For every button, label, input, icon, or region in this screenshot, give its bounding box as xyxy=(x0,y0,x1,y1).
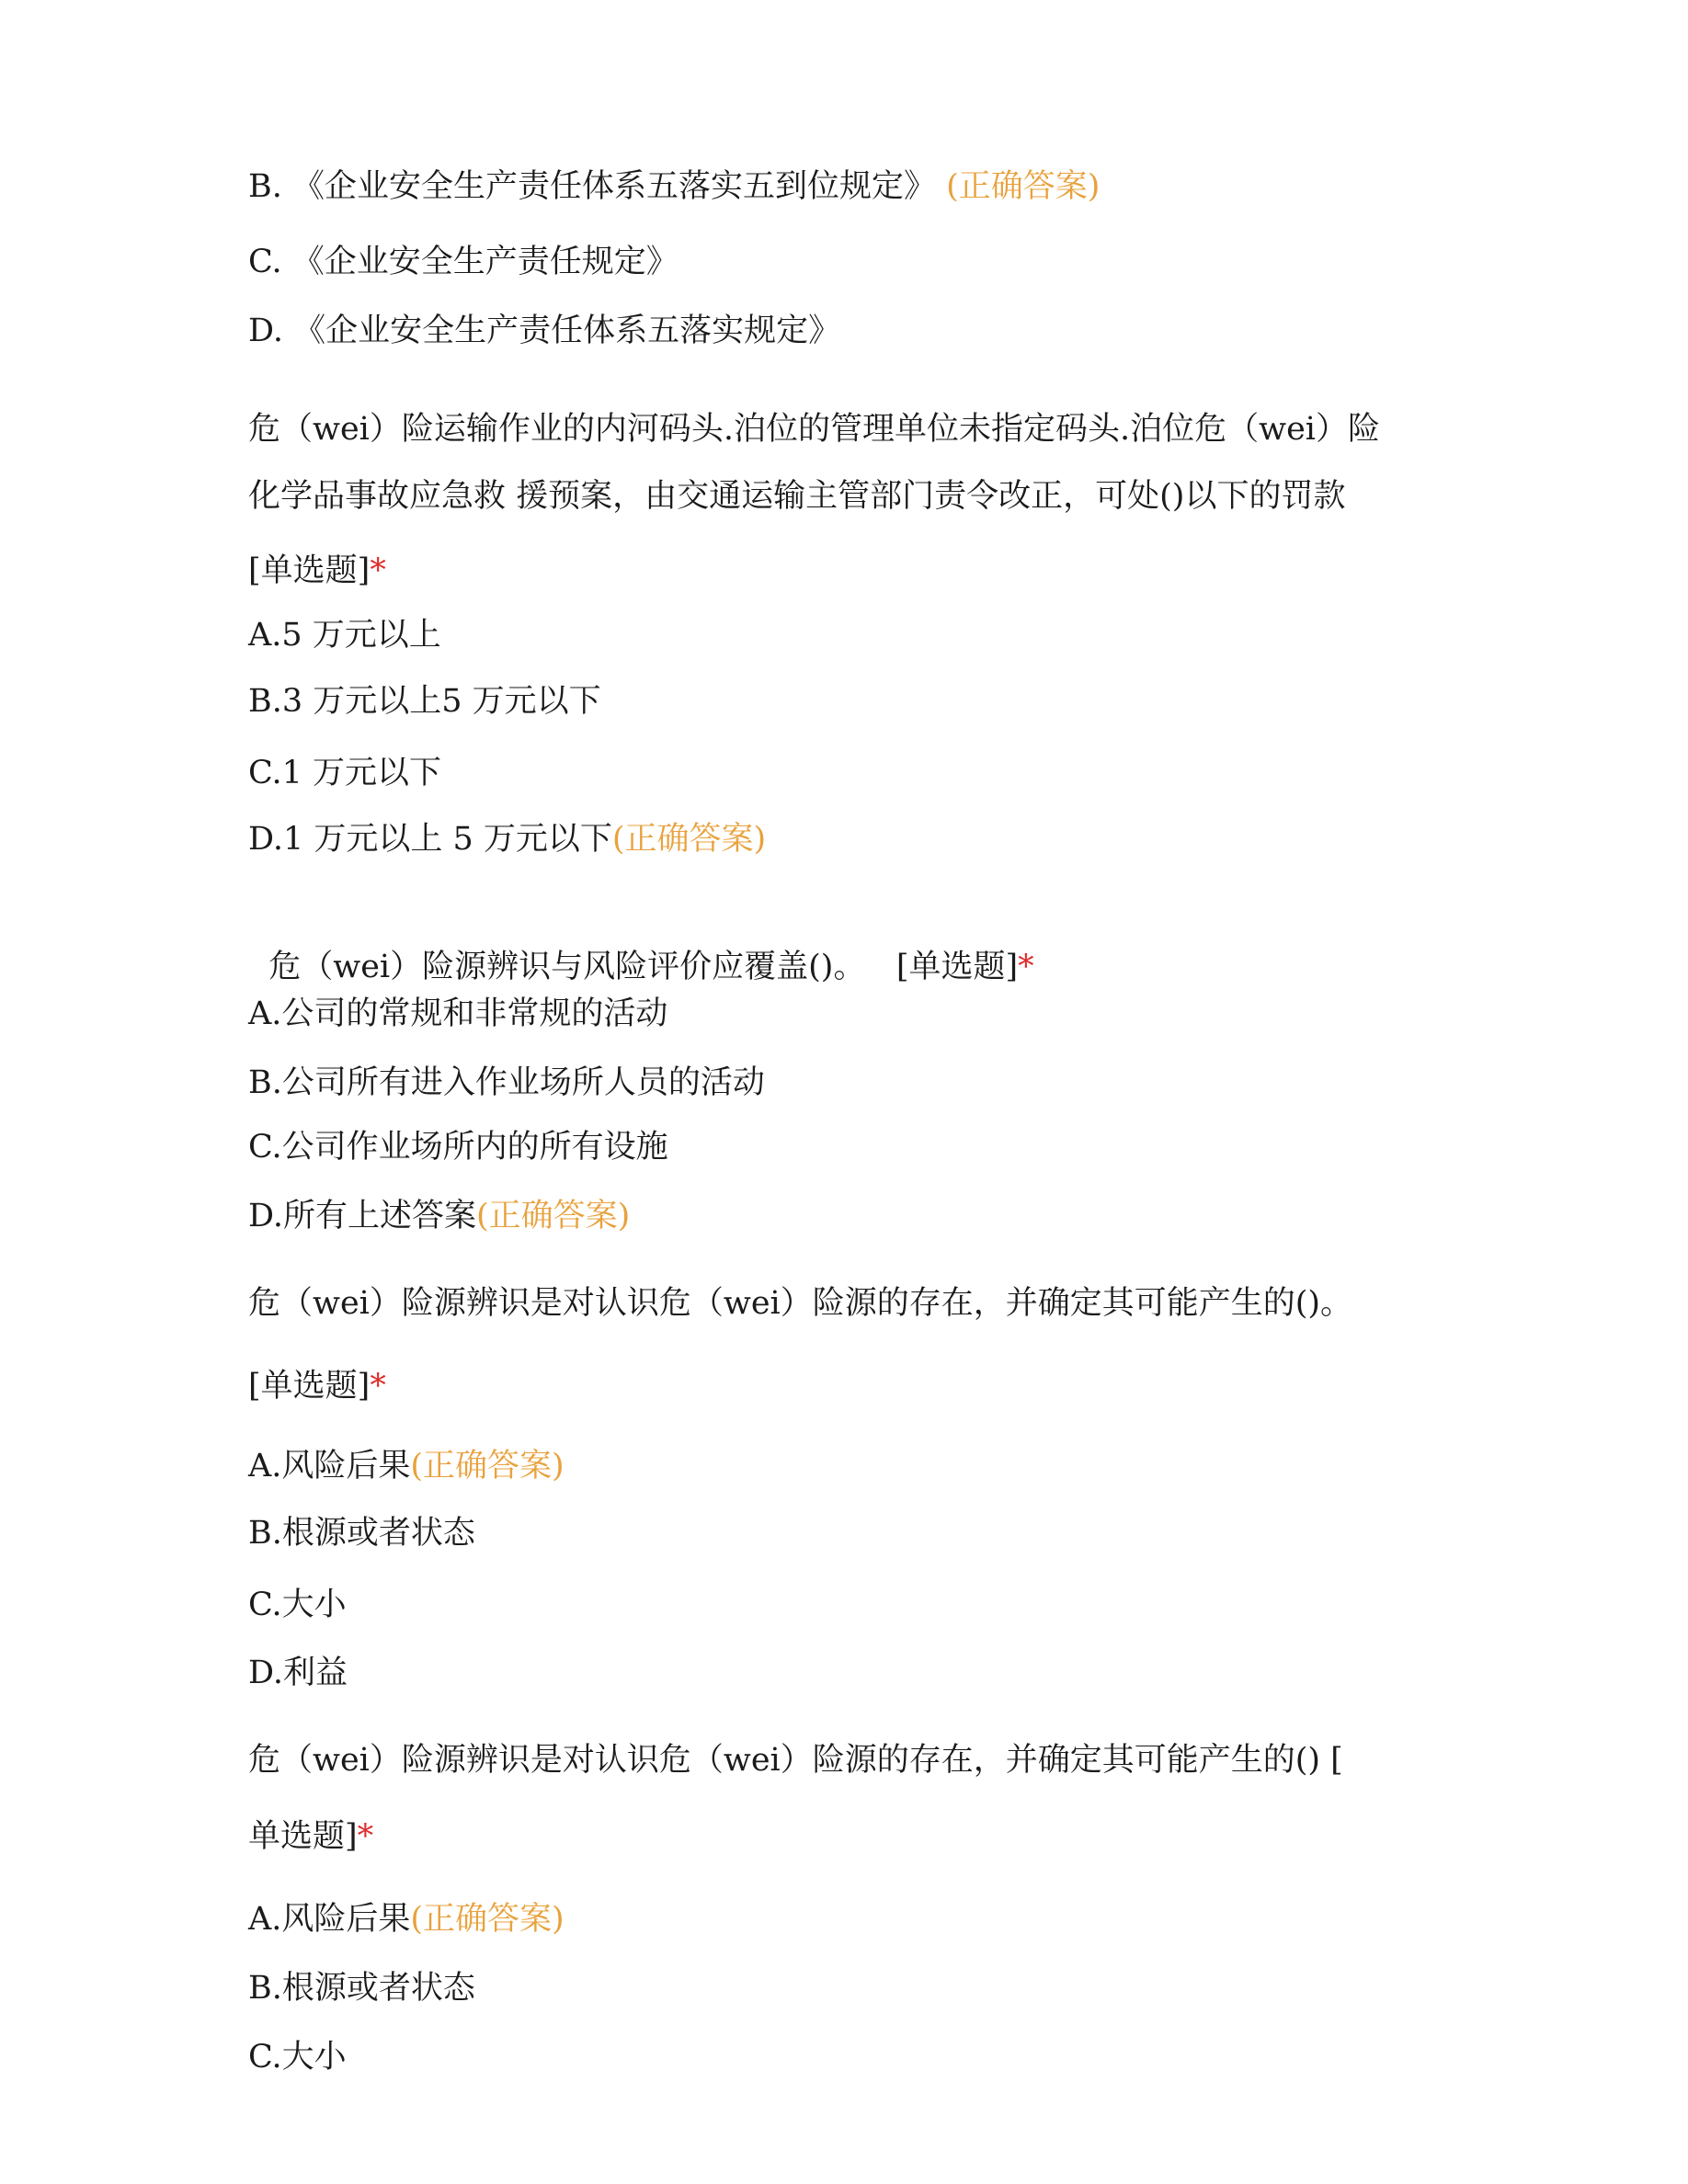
correct-answer-tag: (正确答案) xyxy=(410,1901,565,1938)
q3-option-a: A.风险后果(正确答案) xyxy=(248,1448,565,1484)
q4-stem-line1: 危（wei）险源辨识是对认识危（wei）险源的存在，并确定其可能产生的() [ xyxy=(248,1742,1343,1779)
q3-option-d: D.利益 xyxy=(248,1655,348,1691)
required-mark: * xyxy=(357,1818,374,1855)
q1-stem-line2: 化学品事故应急救 援预案，由交通运输主管部门责令改正，可处()以下的罚款 xyxy=(248,478,1346,515)
correct-answer-tag: (正确答案) xyxy=(946,168,1101,205)
option-text: C. 《企业安全生产责任规定》 xyxy=(248,244,679,280)
correct-answer-tag: (正确答案) xyxy=(410,1448,565,1484)
q1-option-c: C.1 万元以下 xyxy=(248,755,442,791)
correct-answer-tag: (正确答案) xyxy=(475,1198,631,1234)
q0-option-c xyxy=(248,241,679,283)
q2-option-c: C.公司作业场所内的所有设施 xyxy=(248,1129,668,1166)
q2-option-a: A.公司的常规和非常规的活动 xyxy=(248,995,668,1032)
q4-option-b: B.根源或者状态 xyxy=(248,1970,475,2007)
q4-option-a: A.风险后果(正确答案) xyxy=(248,1901,565,1938)
q3-stem: 危（wei）险源辨识是对认识危（wei）险源的存在，并确定其可能产生的()。 xyxy=(248,1285,1353,1322)
q1-option-a: A.5 万元以上 xyxy=(248,617,441,654)
q1-option-d: D.1 万元以上 5 万元以下(正确答案) xyxy=(248,821,767,858)
q2-option-b: B.公司所有进入作业场所人员的活动 xyxy=(248,1064,765,1101)
required-mark: * xyxy=(370,1368,386,1405)
q2-option-d: D.所有上述答案(正确答案) xyxy=(248,1198,631,1234)
q4-option-c: C.大小 xyxy=(248,2039,347,2076)
q3-option-c: C.大小 xyxy=(248,1587,347,1623)
q4-stem-line2: 单选题]* xyxy=(248,1818,374,1855)
required-mark: * xyxy=(1018,949,1034,985)
q0-option-b xyxy=(248,165,1100,208)
q2-stem: 危（wei）险源辨识与风险评价应覆盖()。 [单选题]* xyxy=(268,949,1034,985)
q3-option-b: B.根源或者状态 xyxy=(248,1515,475,1552)
required-mark: * xyxy=(370,552,386,589)
q3-type xyxy=(248,1365,386,1407)
option-text: B. 《企业安全生产责任体系五落实五到位规定》 xyxy=(248,168,947,205)
q1-option-b: B.3 万元以上5 万元以下 xyxy=(248,683,601,720)
correct-answer-tag: (正确答案) xyxy=(611,821,767,858)
option-text: D. 《企业安全生产责任体系五落实规定》 xyxy=(248,313,841,349)
question-type: [单选题] xyxy=(248,1368,371,1405)
q0-option-d xyxy=(248,310,840,352)
q1-type xyxy=(248,550,386,592)
question-type: [单选题] xyxy=(248,552,371,589)
q1-stem-line1: 危（wei）险运输作业的内河码头.泊位的管理单位未指定码头.泊位危（wei）险 xyxy=(248,411,1380,448)
